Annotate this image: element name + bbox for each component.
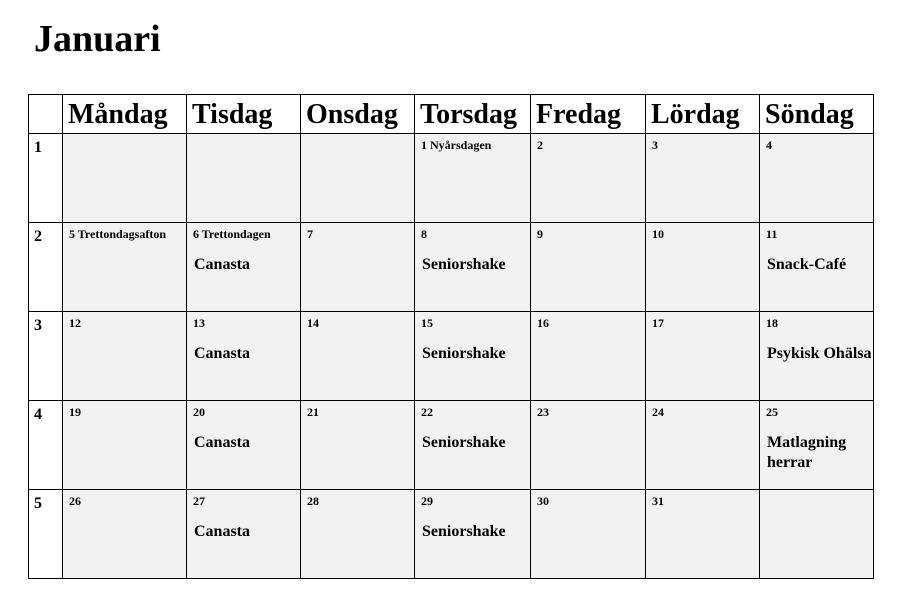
- day-number: 26: [69, 494, 81, 508]
- day-event: [646, 508, 759, 522]
- day-event: [531, 419, 645, 433]
- day-number: 1 Nyårsdagen: [421, 138, 492, 152]
- calendar-table: [28, 94, 874, 579]
- day-event: [646, 152, 759, 166]
- day-event: [63, 508, 186, 522]
- day-number: 14: [307, 316, 319, 330]
- day-cell: [760, 312, 874, 401]
- day-number: 9: [537, 227, 543, 241]
- day-number: 10: [652, 227, 664, 241]
- day-number: 16: [537, 316, 549, 330]
- day-number: 5 Trettondagsafton: [69, 227, 167, 241]
- week-number: 4: [29, 401, 63, 490]
- day-cell: [301, 312, 415, 401]
- day-number: 31: [652, 494, 664, 508]
- week-row: [29, 490, 874, 579]
- day-event: [301, 138, 414, 152]
- day-number: 17: [652, 316, 664, 330]
- day-number: 18: [766, 316, 778, 330]
- day-number: 11: [766, 227, 778, 241]
- day-event: Matlagning herrar: [767, 434, 847, 471]
- day-cell: [531, 490, 646, 579]
- day-event: [531, 508, 645, 522]
- weekday-header: Lördag: [646, 95, 760, 134]
- day-number: 19: [69, 405, 81, 419]
- calendar-body: [29, 134, 874, 579]
- day-event: [646, 241, 759, 255]
- day-event: [301, 419, 414, 433]
- weekday-header: Söndag: [760, 95, 874, 134]
- day-cell: [531, 401, 646, 490]
- day-number: 29: [421, 494, 433, 508]
- day-cell: [415, 401, 531, 490]
- day-event: Seniorshake: [422, 523, 506, 540]
- week-number: 2: [29, 223, 63, 312]
- day-cell: [187, 490, 301, 579]
- day-cell: [646, 134, 760, 223]
- weekday-header: Onsdag: [301, 95, 415, 134]
- page-title: Januari: [34, 18, 161, 60]
- day-cell: [646, 490, 760, 579]
- day-event: [301, 241, 414, 255]
- weekday-header-row: [29, 95, 874, 134]
- day-event: Seniorshake: [422, 345, 506, 362]
- day-event: [63, 419, 186, 433]
- day-event: [63, 138, 186, 152]
- day-cell: [646, 312, 760, 401]
- day-number: 27: [193, 494, 205, 508]
- day-cell: [531, 312, 646, 401]
- day-number: 25: [766, 405, 778, 419]
- day-cell: [187, 134, 301, 223]
- day-event: [531, 152, 645, 166]
- day-number: 30: [537, 494, 549, 508]
- day-cell: [63, 490, 187, 579]
- week-row: [29, 312, 874, 401]
- day-cell: [63, 134, 187, 223]
- day-cell: [531, 223, 646, 312]
- day-number: 21: [307, 405, 319, 419]
- day-number: 15: [421, 316, 433, 330]
- week-number: 3: [29, 312, 63, 401]
- day-event: [301, 508, 414, 522]
- day-cell: [301, 223, 415, 312]
- week-column-header: [29, 95, 63, 134]
- day-cell: [63, 401, 187, 490]
- day-number: 8: [421, 227, 427, 241]
- day-event: Psykisk Ohälsa: [767, 345, 872, 362]
- day-event: Snack-Café: [767, 256, 847, 273]
- day-number: 2: [537, 138, 543, 152]
- day-event: [760, 152, 873, 166]
- day-cell: [63, 312, 187, 401]
- week-row: [29, 134, 874, 223]
- day-cell: [760, 223, 874, 312]
- day-number: 20: [193, 405, 205, 419]
- day-number: 28: [307, 494, 319, 508]
- day-number: 13: [193, 316, 205, 330]
- day-event: [301, 330, 414, 344]
- day-cell: [760, 490, 874, 579]
- day-event: Canasta: [194, 434, 251, 451]
- day-number: 6 Trettondagen: [193, 227, 271, 241]
- day-event: Canasta: [194, 523, 251, 540]
- week-row: [29, 223, 874, 312]
- day-event: [646, 330, 759, 344]
- day-cell: [760, 134, 874, 223]
- day-event: Canasta: [194, 345, 251, 362]
- day-number: 3: [652, 138, 658, 152]
- day-number: 24: [652, 405, 664, 419]
- day-event: Seniorshake: [422, 434, 506, 451]
- day-number: 4: [766, 138, 772, 152]
- day-event: Seniorshake: [422, 256, 506, 273]
- day-cell: [415, 134, 531, 223]
- day-event: [531, 330, 645, 344]
- day-cell: [760, 401, 874, 490]
- day-event: [646, 419, 759, 433]
- day-cell: [415, 490, 531, 579]
- day-event: [187, 138, 300, 152]
- day-cell: [531, 134, 646, 223]
- day-event: [531, 241, 645, 255]
- day-event: [63, 241, 186, 255]
- week-number: 5: [29, 490, 63, 579]
- day-cell: [415, 223, 531, 312]
- day-number: 12: [69, 316, 81, 330]
- day-cell: [415, 312, 531, 401]
- day-cell: [301, 401, 415, 490]
- day-cell: [187, 401, 301, 490]
- day-cell: [646, 223, 760, 312]
- week-number: 1: [29, 134, 63, 223]
- day-cell: [646, 401, 760, 490]
- day-event: [63, 330, 186, 344]
- day-number: 22: [421, 405, 433, 419]
- day-cell: [187, 223, 301, 312]
- day-number: 7: [307, 227, 313, 241]
- week-row: [29, 401, 874, 490]
- day-cell: [301, 490, 415, 579]
- day-cell: [301, 134, 415, 223]
- weekday-header: Tisdag: [187, 95, 301, 134]
- day-number: 23: [537, 405, 549, 419]
- weekday-header: Måndag: [63, 95, 187, 134]
- day-event: [415, 152, 530, 166]
- day-cell: [63, 223, 187, 312]
- day-cell: [187, 312, 301, 401]
- weekday-header: Fredag: [531, 95, 646, 134]
- day-event: Canasta: [194, 256, 251, 273]
- day-event: [760, 494, 873, 508]
- weekday-header: Torsdag: [415, 95, 531, 134]
